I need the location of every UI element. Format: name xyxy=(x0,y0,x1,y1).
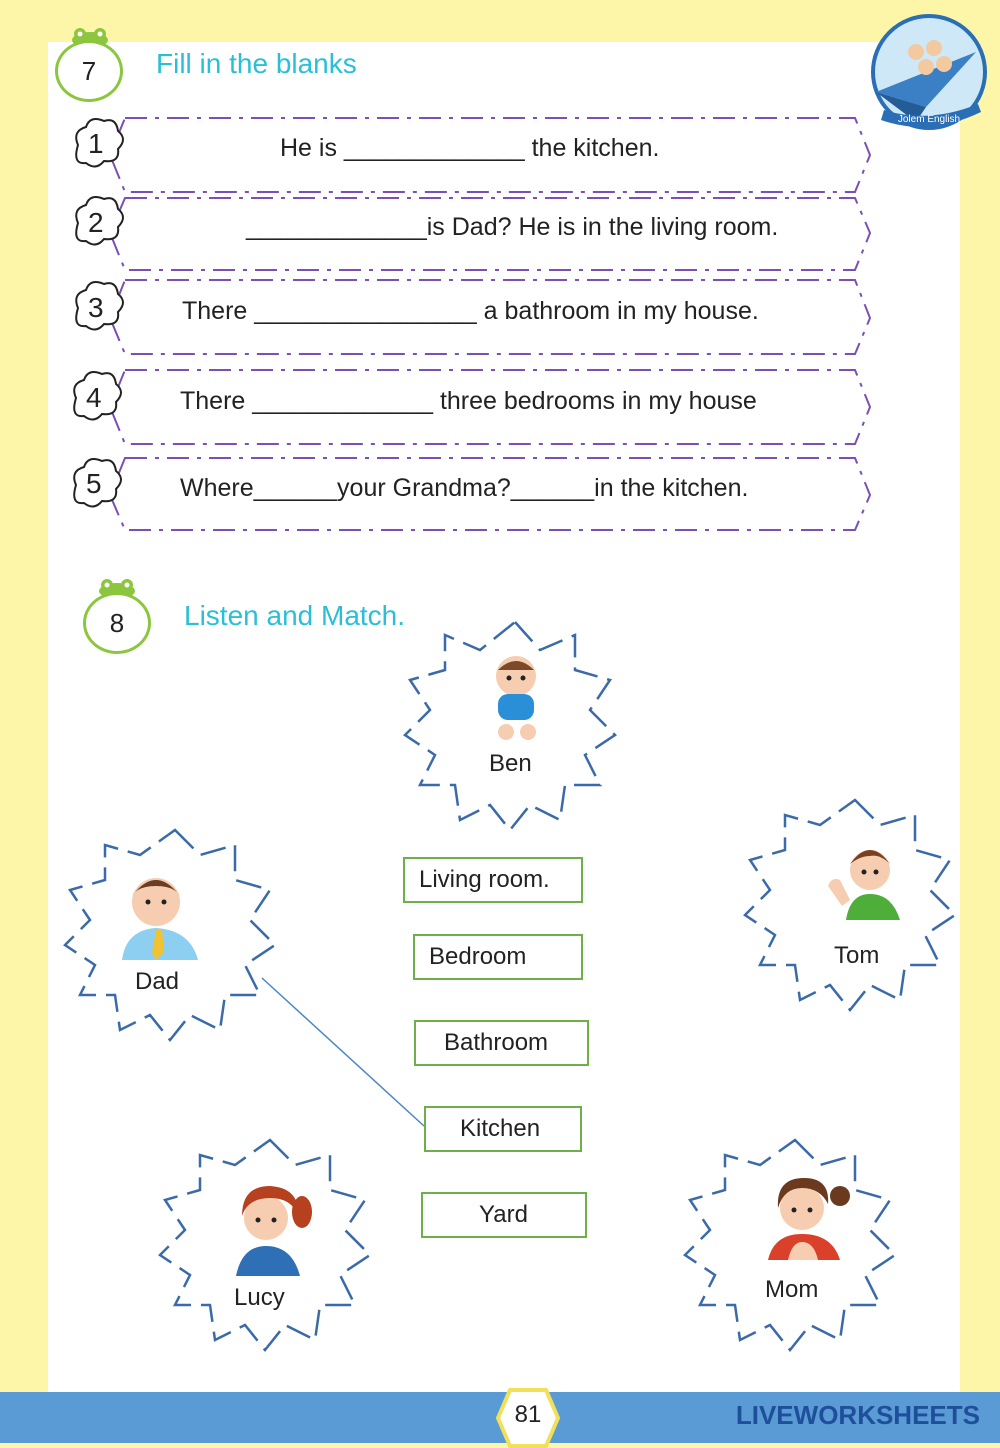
sentence-1[interactable]: He is _____________ the kitchen. xyxy=(280,134,660,162)
item-5-number: 5 xyxy=(86,468,102,499)
item-2-number: 2 xyxy=(88,207,104,238)
sentence-5[interactable]: Where______your Grandma?______in the kitchen. xyxy=(180,474,749,502)
lucy-picture xyxy=(230,1186,314,1276)
person-tom[interactable]: Tom xyxy=(834,942,880,969)
person-lucy[interactable]: Lucy xyxy=(234,1284,285,1311)
sentence-2[interactable]: _____________is Dad? He is in the living room. xyxy=(246,213,779,241)
sentence-3[interactable]: There ________________ a bathroom in my house. xyxy=(182,297,759,325)
room-kitchen[interactable]: Kitchen xyxy=(424,1106,582,1152)
section-8-number: 8 xyxy=(83,592,151,654)
room-bedroom[interactable]: Bedroom xyxy=(413,934,583,980)
page-number: 81 xyxy=(514,1401,542,1428)
logo-text: Jolem English xyxy=(897,114,961,125)
person-ben[interactable]: Ben xyxy=(489,750,532,777)
room-bathroom[interactable]: Bathroom xyxy=(414,1020,589,1066)
section-7-number: 7 xyxy=(55,40,123,102)
room-living-room[interactable]: Living room. xyxy=(403,857,583,903)
room-yard[interactable]: Yard xyxy=(421,1192,587,1238)
mom-picture xyxy=(762,1176,854,1260)
liveworksheets-brand[interactable]: LIVEWORKSHEETS xyxy=(735,1400,980,1430)
dad-picture xyxy=(122,872,208,960)
item-4-number: 4 xyxy=(86,382,102,413)
section-7-title: Fill in the blanks xyxy=(156,48,357,79)
section-8-title: Listen and Match. xyxy=(184,600,406,631)
person-mom[interactable]: Mom xyxy=(765,1276,819,1303)
baby-ben-picture xyxy=(484,654,548,744)
item-1-number: 1 xyxy=(88,128,104,159)
sentence-4[interactable]: There _____________ three bedrooms in my house xyxy=(180,387,757,415)
tom-picture xyxy=(824,846,904,920)
person-dad[interactable]: Dad xyxy=(135,968,180,995)
item-3-number: 3 xyxy=(88,292,104,323)
